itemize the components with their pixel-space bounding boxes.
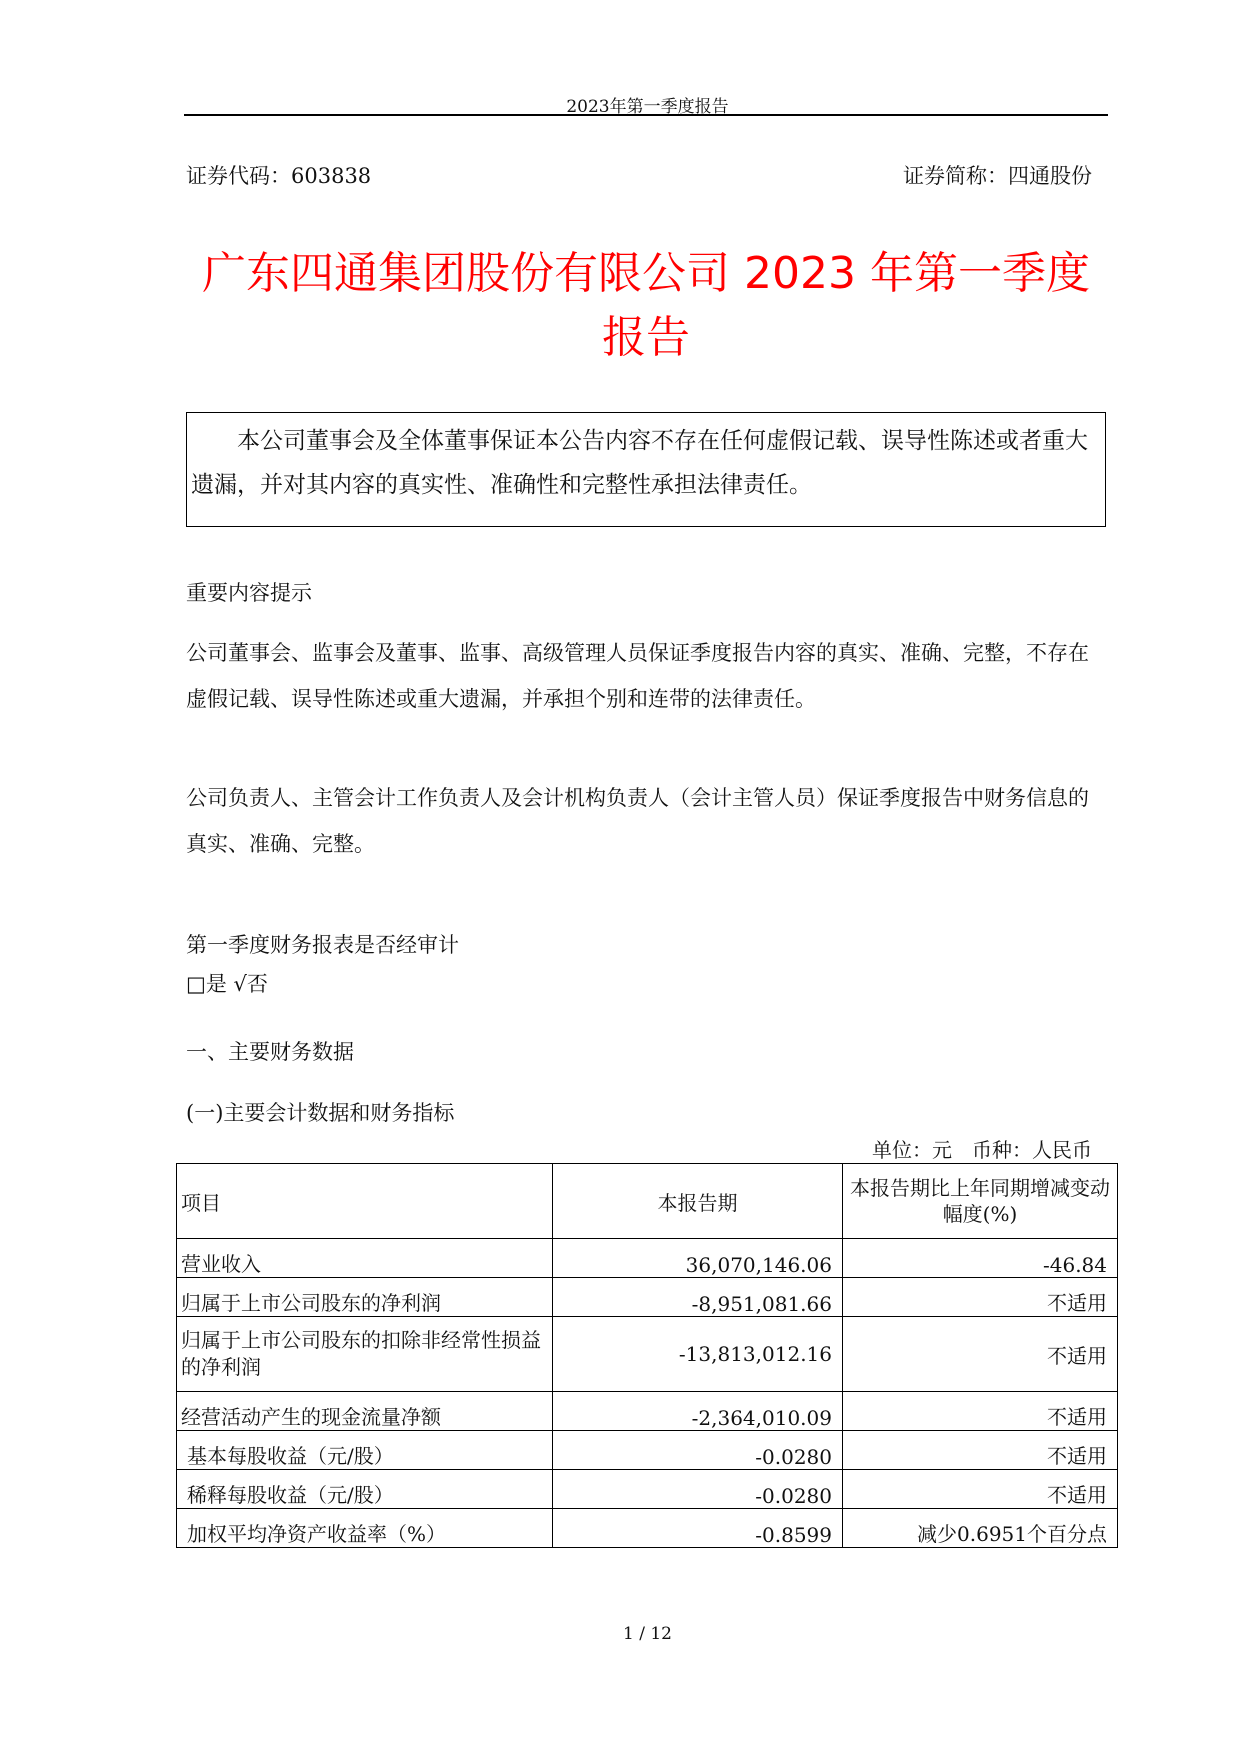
- table-row: [177, 1509, 1118, 1548]
- audit-question: 第一季度财务报表是否经审计: [186, 933, 459, 957]
- row-change: 不适用: [843, 1431, 1118, 1470]
- page-number: 1 / 12: [623, 1624, 672, 1644]
- section-heading: 一、主要财务数据: [186, 1040, 354, 1064]
- document-title: 广东四通集团股份有限公司 2023 年第一季度报告: [202, 248, 1090, 363]
- row-value: -0.0280: [553, 1431, 843, 1470]
- header-period: 本报告期: [553, 1164, 843, 1239]
- row-label: 营业收入: [177, 1239, 553, 1278]
- row-label: 稀释每股收益（元/股）: [177, 1470, 553, 1509]
- row-change: 减少0.6951个百分点: [843, 1509, 1118, 1548]
- row-value: 36,070,146.06: [553, 1239, 843, 1278]
- row-label: 经营活动产生的现金流量净额: [177, 1392, 553, 1431]
- row-value: -8,951,081.66: [553, 1278, 843, 1317]
- row-change: -46.84: [843, 1239, 1118, 1278]
- financial-data-table: [176, 1163, 1118, 1548]
- stock-name: 证券简称：四通股份: [903, 164, 1092, 188]
- unit-note: 单位：元 币种：人民币: [872, 1138, 1092, 1162]
- header-rule: [184, 114, 1108, 116]
- table-row: [177, 1431, 1118, 1470]
- important-heading: 重要内容提示: [186, 581, 312, 605]
- row-change: 不适用: [843, 1278, 1118, 1317]
- important-para-1: 公司董事会、监事会及董事、监事、高级管理人员保证季度报告内容的真实、准确、完整，不存在虚假记载、误导性陈述或重大遗漏，并承担个别和连带的法律责任。: [186, 641, 1089, 711]
- row-label: 基本每股收益（元/股）: [177, 1431, 553, 1470]
- row-value: -2,364,010.09: [553, 1392, 843, 1431]
- board-notice-box: [186, 412, 1106, 527]
- audit-answer: □是 √否: [186, 972, 268, 996]
- board-notice-text: 本公司董事会及全体董事保证本公告内容不存在任何虚假记载、误导性陈述或者重大遗漏，并对其内容的真实性、准确性和完整性承担法律责任。: [191, 428, 1088, 498]
- table-row: [177, 1392, 1118, 1431]
- subsection-heading: (一)主要会计数据和财务指标: [186, 1101, 455, 1125]
- table-row: [177, 1239, 1118, 1278]
- row-value: -0.0280: [553, 1470, 843, 1509]
- row-change: 不适用: [843, 1392, 1118, 1431]
- row-label: 加权平均净资产收益率（%）: [177, 1509, 553, 1548]
- row-change: 不适用: [843, 1470, 1118, 1509]
- row-value: -0.8599: [553, 1509, 843, 1548]
- header-change: 本报告期比上年同期增减变动幅度(%): [843, 1164, 1118, 1239]
- important-para-2: 公司负责人、主管会计工作负责人及会计机构负责人（会计主管人员）保证季度报告中财务信息的真实、准确、完整。: [186, 786, 1089, 856]
- running-header: 2023年第一季度报告: [566, 97, 729, 117]
- table-row: [177, 1317, 1118, 1392]
- row-label: 归属于上市公司股东的净利润: [177, 1278, 553, 1317]
- header-item: 项目: [177, 1164, 553, 1239]
- row-change: 不适用: [843, 1317, 1118, 1392]
- row-label: 归属于上市公司股东的扣除非经常性损益的净利润: [177, 1317, 553, 1392]
- table-row: [177, 1278, 1118, 1317]
- table-row: [177, 1470, 1118, 1509]
- row-value: -13,813,012.16: [553, 1317, 843, 1392]
- table-header-row: [177, 1164, 1118, 1239]
- stock-code: 证券代码：603838: [186, 164, 372, 188]
